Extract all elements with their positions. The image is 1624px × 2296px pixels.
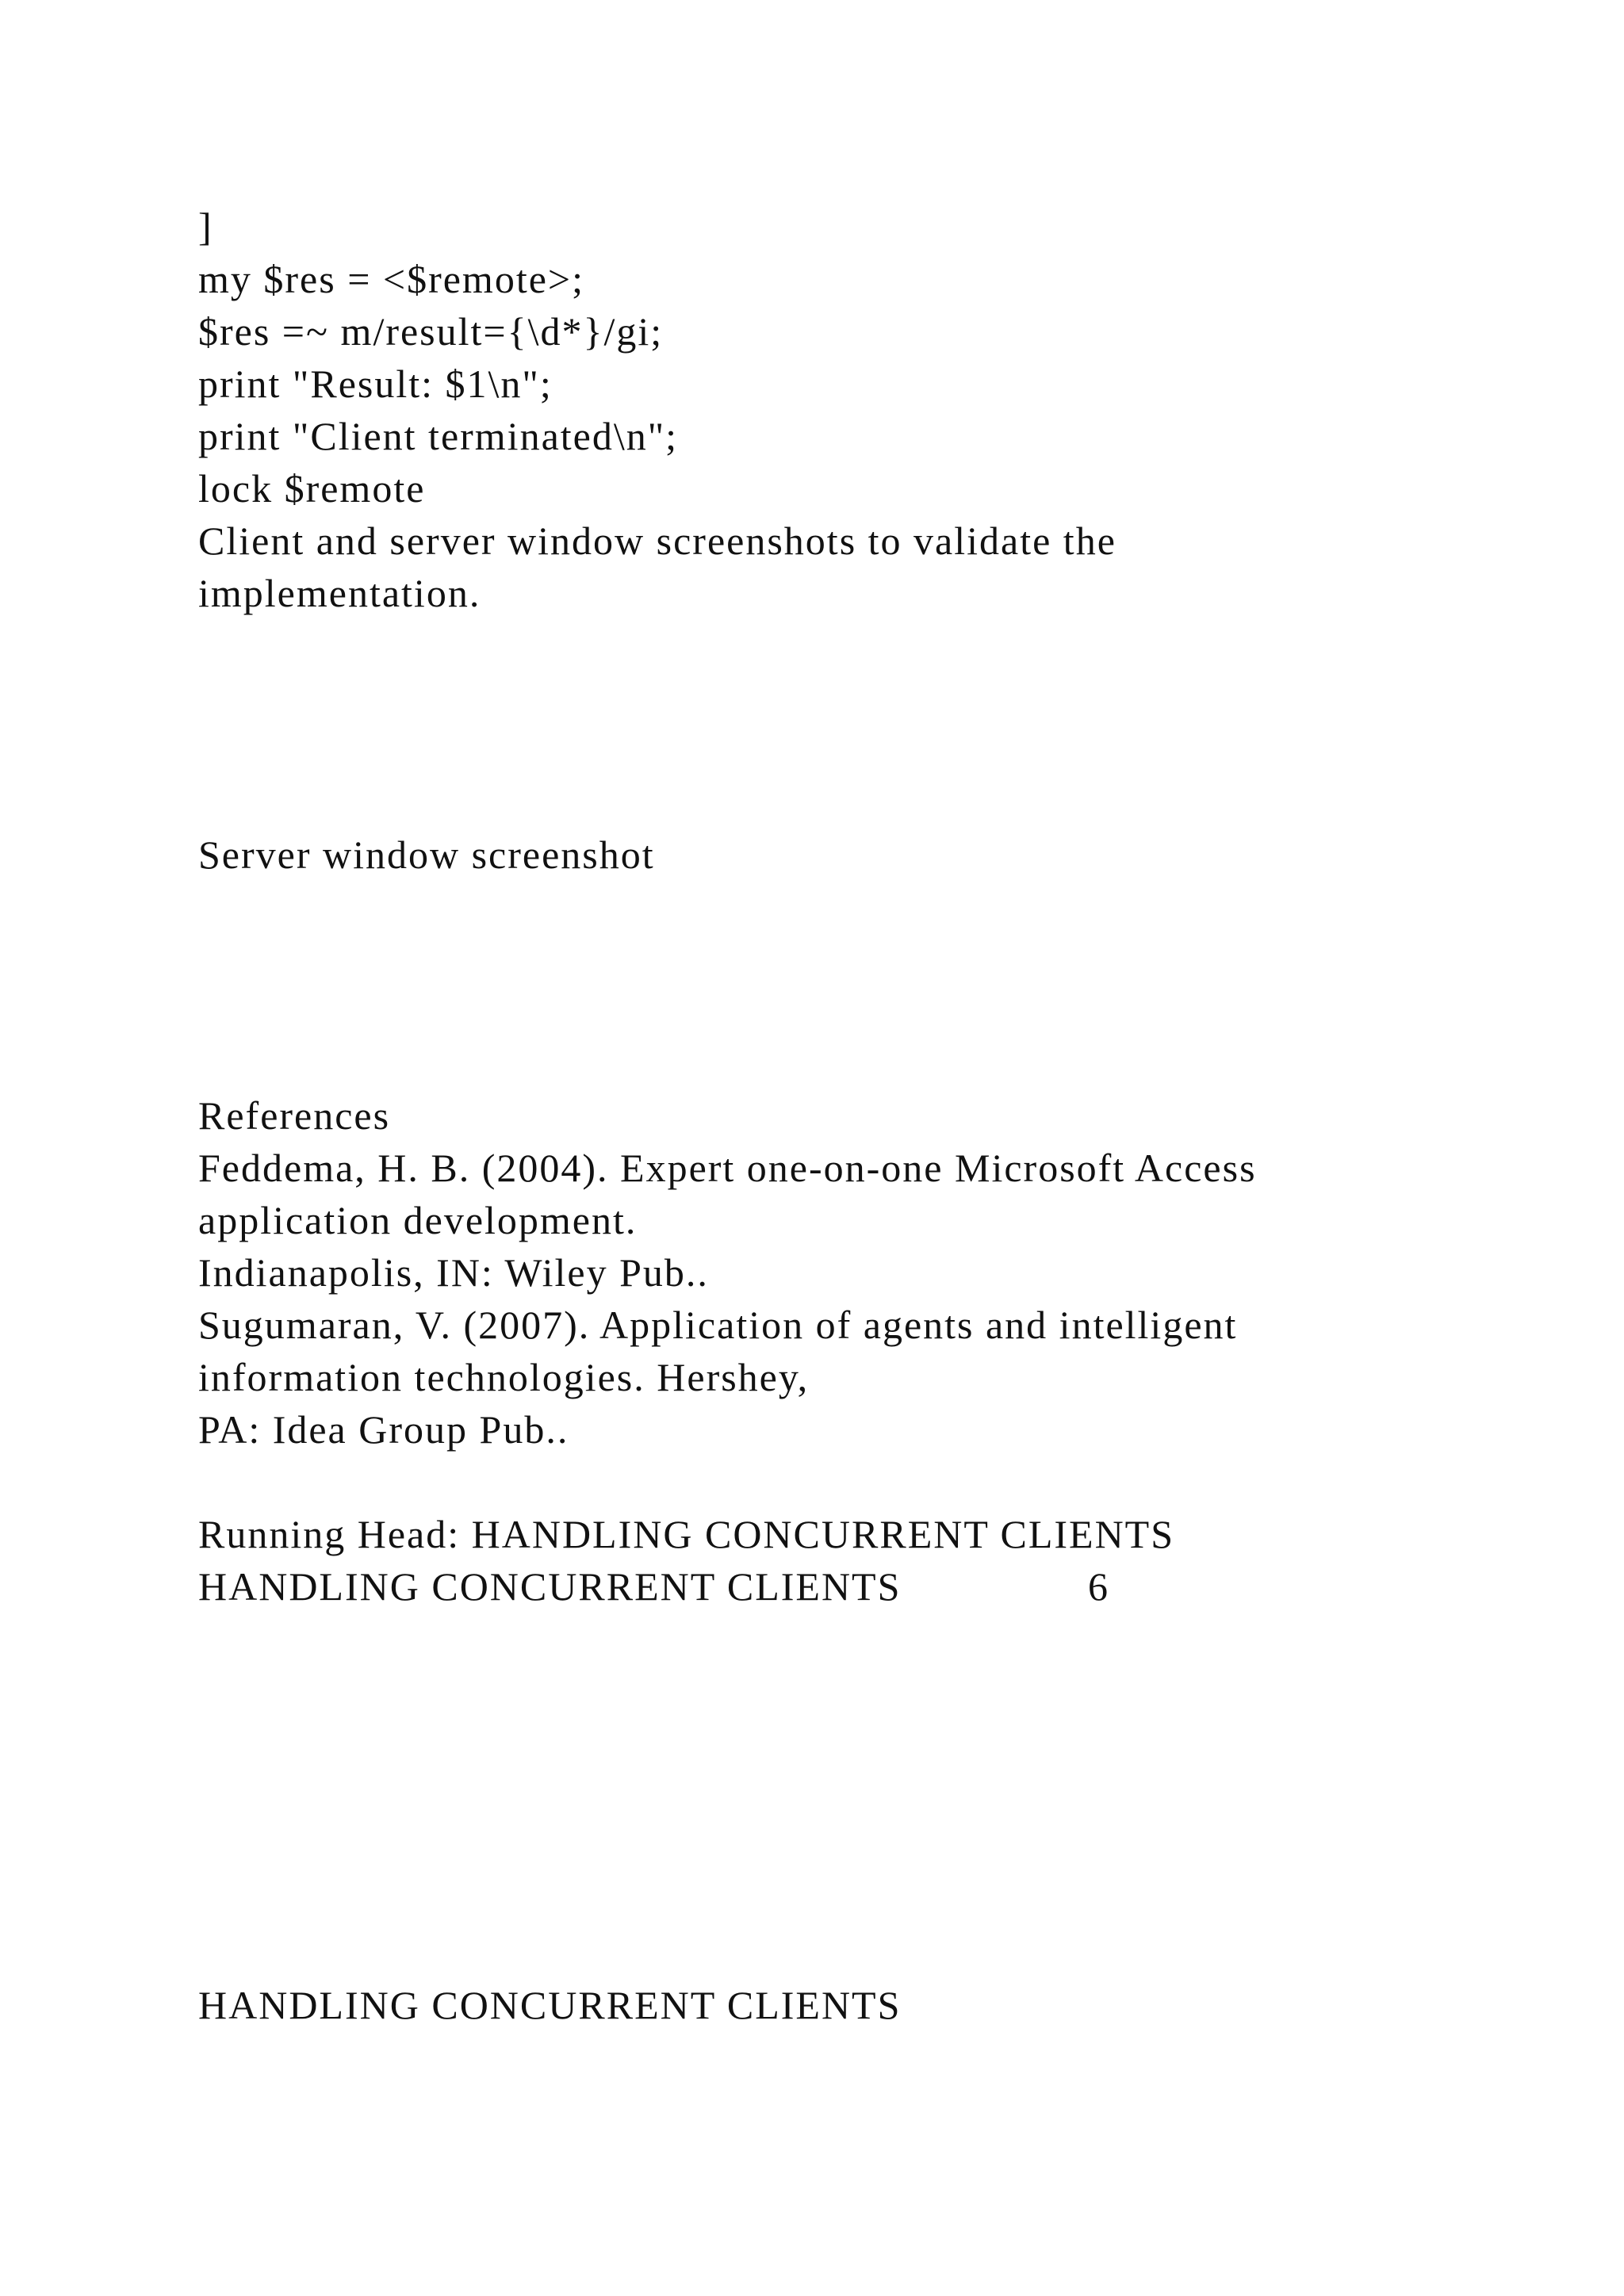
footer-title: HANDLING CONCURRENT CLIENTS [198,1983,902,2027]
page-header-title: HANDLING CONCURRENT CLIENTS [198,1564,902,1609]
reference-line: Feddema, H. B. (2004). Expert one-on-one Microsoft Access [198,1146,1257,1190]
reference-line: PA: Idea Group Pub.. [198,1407,569,1452]
code-line: print "Client terminated\n"; [198,414,679,458]
code-line: $res =~ m/result={\d*}/gi; [198,309,664,354]
code-line: lock $remote [198,466,426,511]
reference-line: Indianapolis, IN: Wiley Pub.. [198,1250,709,1295]
references-heading: References [198,1093,391,1138]
server-window-caption: Server window screenshot [198,832,655,877]
code-line: print "Result: $1\n"; [198,362,553,406]
caption-line: implementation. [198,571,481,615]
running-head: Running Head: HANDLING CONCURRENT CLIENTS [198,1512,1175,1556]
reference-line: information technologies. Hershey, [198,1355,810,1399]
code-line: my $res = <$remote>; [198,257,584,301]
caption-line: Client and server window screenshots to validate the [198,519,1116,563]
reference-line: Sugumaran, V. (2007). Application of agents and intelligent [198,1303,1238,1347]
code-line: ] [198,205,213,249]
reference-line: application development. [198,1198,638,1242]
page-number: 6 [1088,1564,1109,1609]
